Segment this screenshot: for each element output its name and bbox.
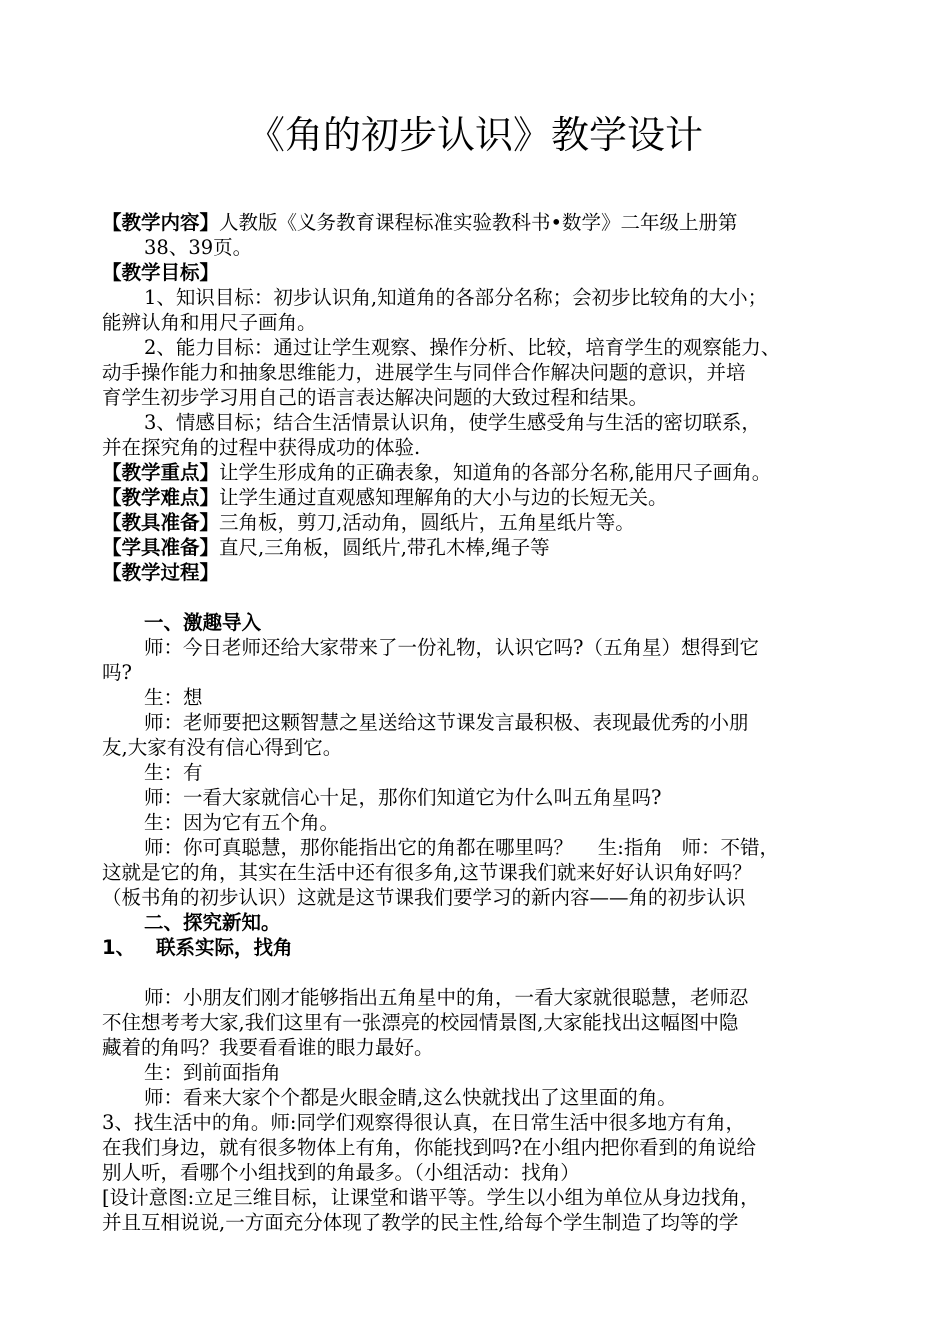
section-1-heading: 一、激趣导入 <box>144 611 262 634</box>
content-line <box>102 210 872 235</box>
paragraph-8-line-2: 不住想考考大家,我们这里有一张漂亮的校园情景图,大家能找出这幅图中隐 <box>102 1011 739 1034</box>
goal-1-line-2: 能辨认角和用尺子画角。 <box>102 311 317 334</box>
paragraph-7-line-1: 师：你可真聪慧，那你能指出它的角都在哪里吗？ 生:指角 师：不错， <box>144 836 779 859</box>
document-title: 《角的初步认识》教学设计 <box>246 113 703 157</box>
content-pages: 38、39页。 <box>144 236 253 259</box>
section-2-heading: 二、探究新知。 <box>144 911 281 934</box>
spacer <box>102 585 872 610</box>
student-tools-line <box>102 535 872 560</box>
paragraph-1-line-2: 吗? <box>102 661 132 684</box>
goal-3-line-2: 并在探究角的过程中获得成功的体验. <box>102 436 421 459</box>
student-tools-label: 【学具准备】 <box>102 536 220 559</box>
teacher-tools-label: 【教具准备】 <box>102 511 220 534</box>
goals-label: 【教学目标】 <box>102 261 220 284</box>
difficulty-line <box>102 485 872 510</box>
paragraph-7-line-3: （板书角的初步认识）这就是这节课我们要学习的新内容——角的初步认识 <box>102 886 746 909</box>
spacer <box>102 960 872 985</box>
key-points-text: 让学生形成角的正确表象，知道角的各部分名称,能用尺子画角。 <box>219 461 772 484</box>
paragraph-2: 生：想 <box>144 686 203 709</box>
subsection-1-heading <box>102 935 872 960</box>
process-label: 【教学过程】 <box>102 561 220 584</box>
paragraph-8-line-3: 藏着的角吗？我要看看谁的眼力最好。 <box>102 1036 434 1059</box>
document-body <box>102 210 872 1235</box>
paragraph-3-line-1: 师：老师要把这颗智慧之星送给这节课发言最积极、表现最优秀的小朋 <box>144 711 749 734</box>
goal-2-line-1: 2、能力目标：通过让学生观察、操作分析、比较，培育学生的观察能力、 <box>144 336 781 359</box>
content-text: 人教版《义务教育课程标准实验教科书•数学》二年级上册第 <box>219 211 738 234</box>
paragraph-12-line-2: 并且互相说说,一方面充分体现了教学的民主性,给每个学生制造了均等的学 <box>102 1211 739 1234</box>
paragraph-9: 生：到前面指角 <box>144 1061 281 1084</box>
subsection-1-text: 联系实际，找角 <box>156 936 293 959</box>
paragraph-12-line-1: [设计意图:立足三维目标，让课堂和谐平等。学生以小组为单位从身边找角， <box>102 1186 760 1209</box>
teacher-tools-line <box>102 510 872 535</box>
key-points-label: 【教学重点】 <box>102 461 220 484</box>
paragraph-5: 师：一看大家就信心十足，那你们知道它为什么叫五角星吗? <box>144 786 662 809</box>
paragraph-6: 生：因为它有五个角。 <box>144 811 340 834</box>
goal-3-line-1: 3、情感目标；结合生活情景认识角，使学生感受角与生活的密切联系， <box>144 411 761 434</box>
goal-2-line-3: 育学生初步学习用自己的语言表达解决问题的大致过程和结果。 <box>102 386 649 409</box>
paragraph-11-line-1: 3、找生活中的角。师:同学们观察得很认真，在日常生活中很多地方有角， <box>102 1111 745 1134</box>
goal-2-line-2: 动手操作能力和抽象思维能力，进展学生与同伴合作解决问题的意识，并培 <box>102 361 746 384</box>
difficulty-text: 让学生通过直观感知理解角的大小与边的长短无关。 <box>219 486 668 509</box>
teacher-tools-text: 三角板，剪刀,活动角，圆纸片，五角星纸片等。 <box>219 511 635 534</box>
difficulty-label: 【教学难点】 <box>102 486 220 509</box>
paragraph-4: 生：有 <box>144 761 203 784</box>
student-tools-text: 直尺,三角板，圆纸片,带孔木棒,绳子等 <box>219 536 550 559</box>
paragraph-10: 师：看来大家个个都是火眼金睛,这么快就找出了这里面的角。 <box>144 1086 677 1109</box>
paragraph-1-line-1: 师：今日老师还给大家带来了一份礼物，认识它吗?（五角星）想得到它 <box>144 636 759 659</box>
paragraph-3-line-2: 友,大家有没有信心得到它。 <box>102 736 343 759</box>
content-label: 【教学内容】 <box>102 211 220 234</box>
paragraph-11-line-3: 别人听，看哪个小组找到的角最多。（小组活动：找角） <box>102 1161 580 1184</box>
subsection-1-number: 1、 <box>102 936 136 959</box>
paragraph-8-line-1: 师：小朋友们刚才能够指出五角星中的角，一看大家就很聪慧，老师忍 <box>144 986 749 1009</box>
goal-1-line-1: 1、知识目标：初步认识角,知道角的各部分名称；会初步比较角的大小； <box>144 286 768 309</box>
paragraph-7-line-2: 这就是它的角，其实在生活中还有很多角,这节课我们就来好好认识角好吗？ <box>102 861 752 884</box>
paragraph-11-line-2: 在我们身边，就有很多物体上有角，你能找到吗?在小组内把你看到的角说给 <box>102 1136 756 1159</box>
key-points-line <box>102 460 872 485</box>
